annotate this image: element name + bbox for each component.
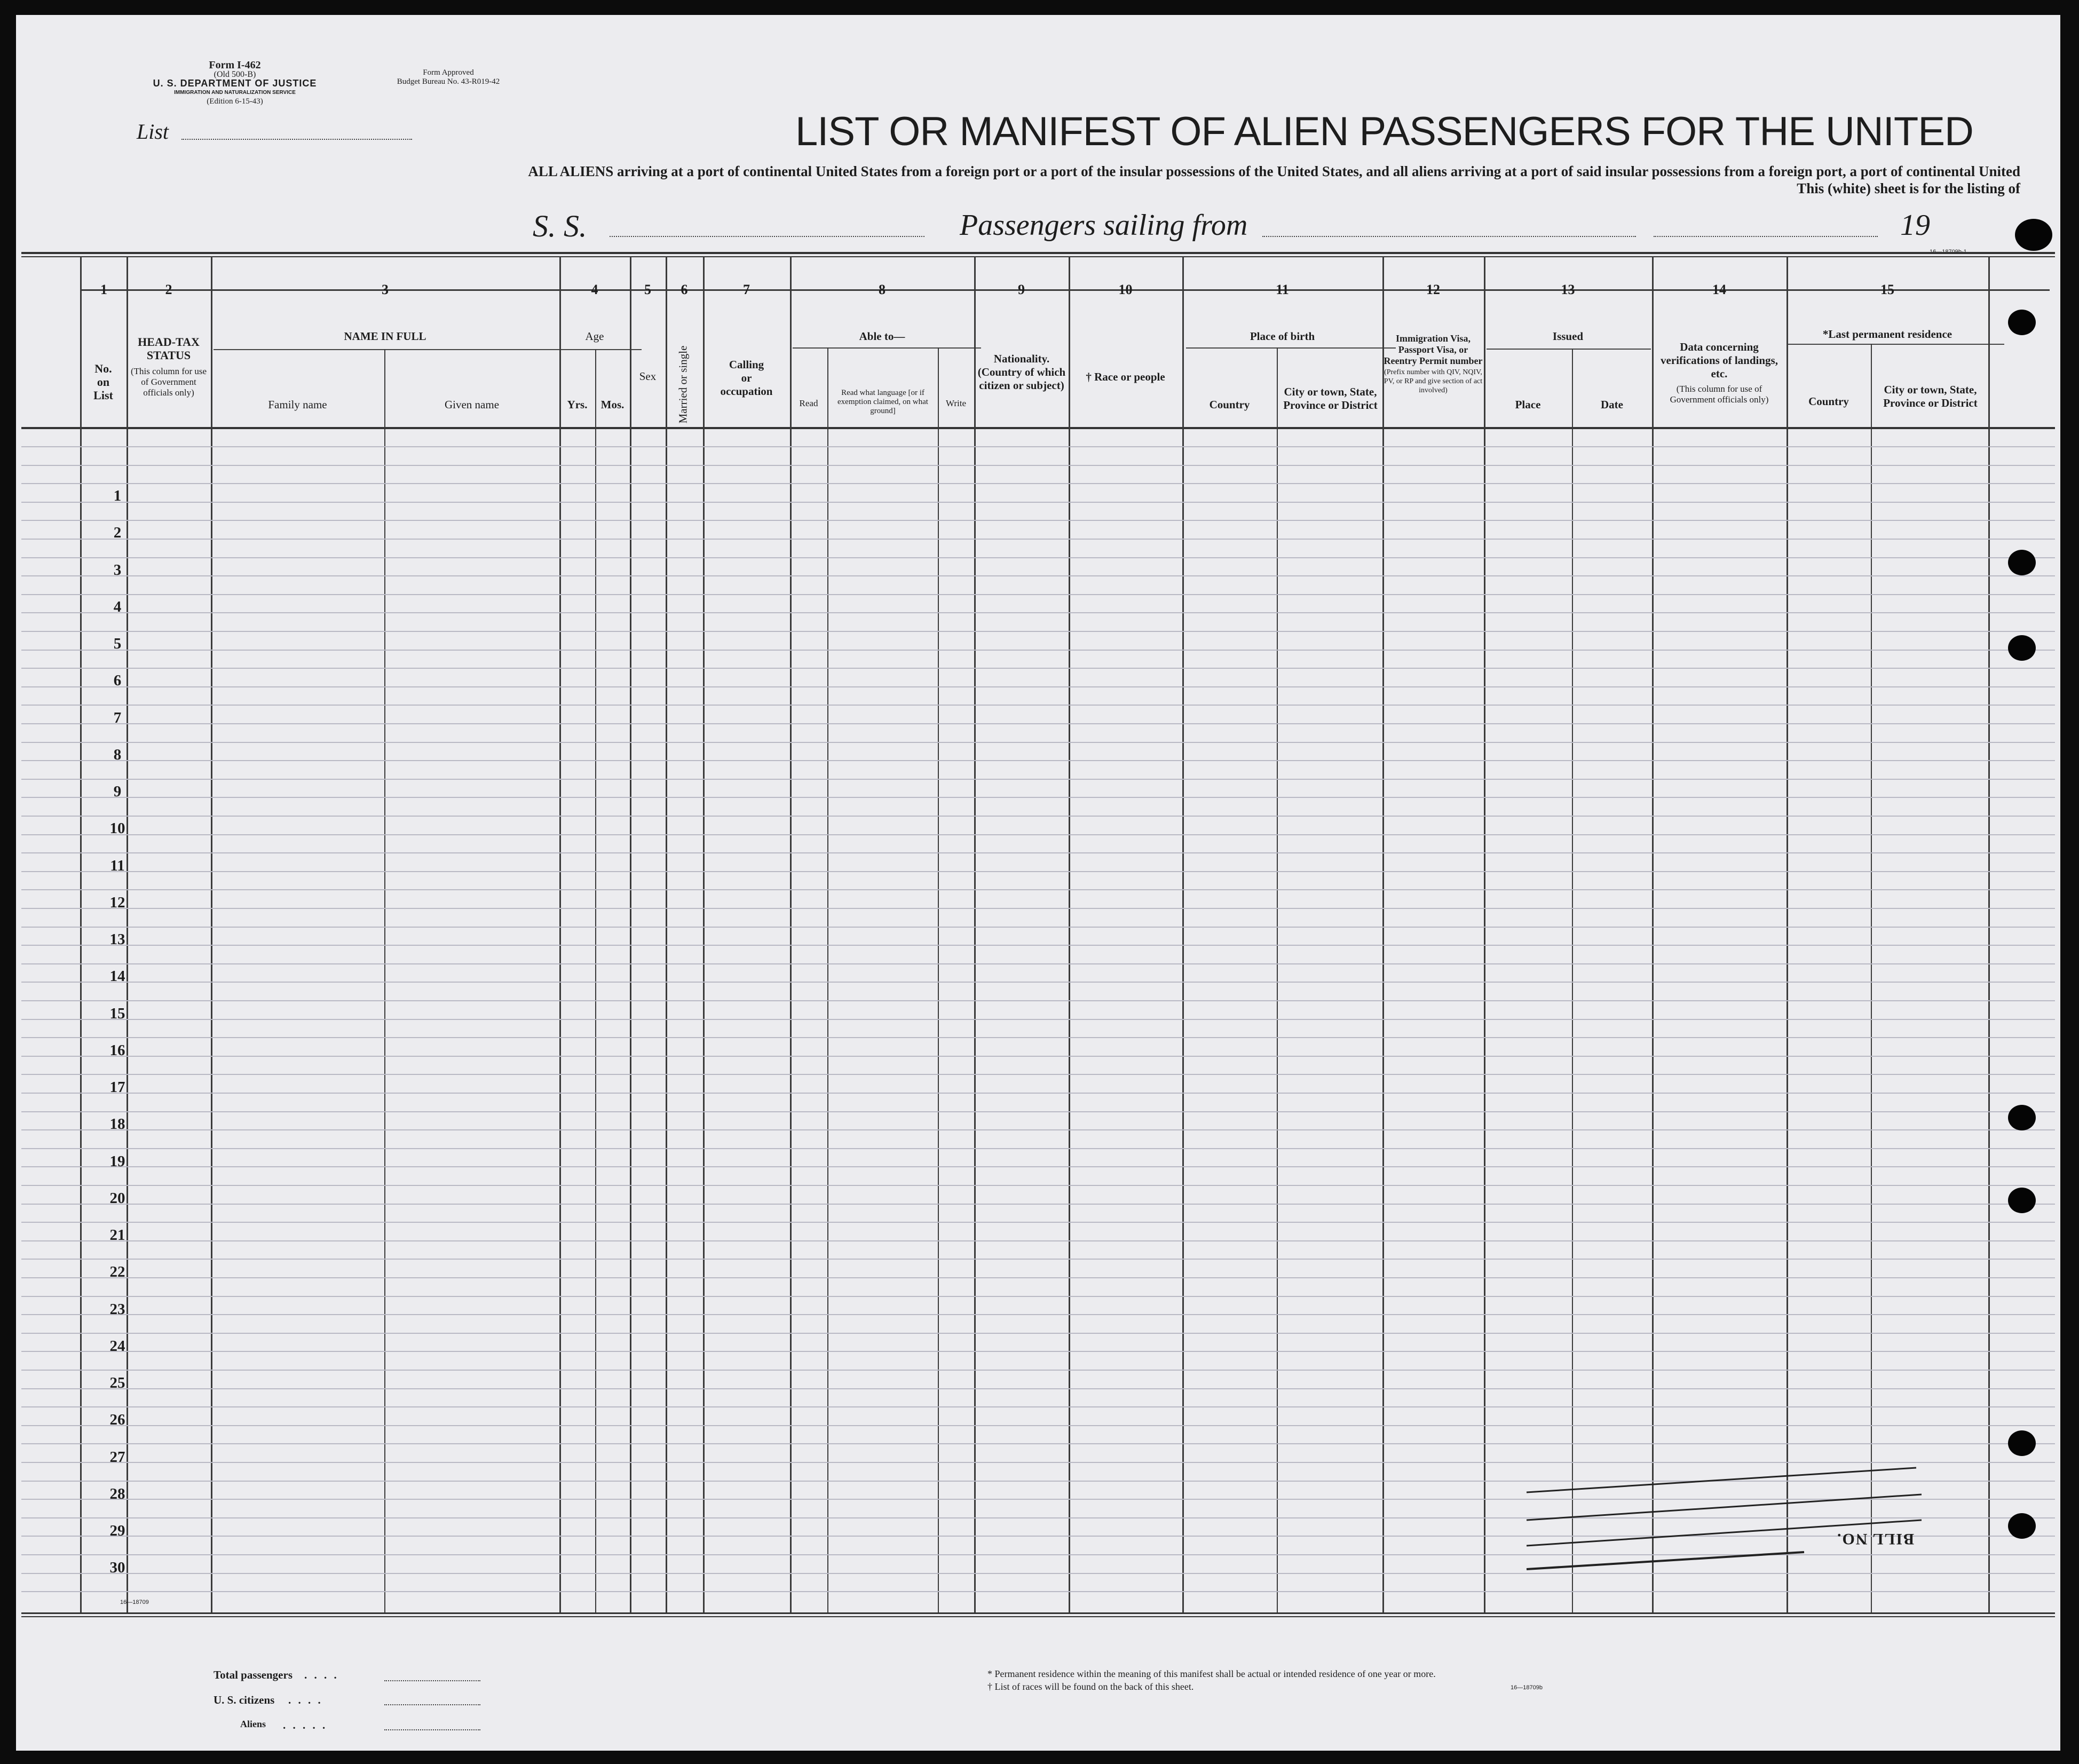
col-rule-10 xyxy=(1069,256,1070,1612)
ss-field[interactable] xyxy=(610,236,924,237)
header-read: Read xyxy=(799,398,818,408)
row-number: 24 xyxy=(109,1337,125,1355)
row-number: 5 xyxy=(113,635,122,652)
table-bottom-rule xyxy=(21,1612,2055,1614)
row-number: 30 xyxy=(109,1559,125,1577)
col-rule-16 xyxy=(1988,256,1990,1612)
row-number: 15 xyxy=(109,1004,125,1022)
row-number: 18 xyxy=(109,1116,125,1133)
ruling-line xyxy=(21,594,2055,595)
header-head-tax xyxy=(128,335,209,398)
row-number: 16 xyxy=(109,1041,125,1059)
ruling-line xyxy=(21,1443,2055,1444)
footer-top-rule xyxy=(21,1616,2055,1617)
row-number: 23 xyxy=(109,1300,125,1318)
instruction-text: ALL ALIENS arriving at a port of continental United States from a foreign port or a port of the insular possessions of the United States, and all aliens arriving at a port of said insular possessions from a foreign port, a port of continental United xyxy=(528,163,2020,179)
sub-rule-lang xyxy=(827,347,828,1612)
header-residence-country: Country xyxy=(1808,395,1849,408)
visa-title: Immigration Visa, Passport Visa, or Reentry Permit number xyxy=(1384,333,1483,366)
ruling-line xyxy=(21,1000,2055,1001)
rule-issued xyxy=(1487,349,1651,350)
calling-line: Calling xyxy=(729,358,764,371)
us-citizens-label: U. S. citizens xyxy=(214,1694,275,1706)
footnote-residence: * Permanent residence within the meaning of this manifest shall be actual or intended residence of one year or more. xyxy=(987,1668,1436,1679)
header-bottom-rule xyxy=(21,427,2055,429)
ruling-line xyxy=(21,705,2055,706)
col-number-15: 15 xyxy=(1880,282,1894,297)
row-number: 9 xyxy=(113,783,122,800)
row-number: 4 xyxy=(113,598,122,615)
department: U. S. DEPARTMENT OF JUSTICE xyxy=(153,78,317,89)
punch-hole xyxy=(2008,1430,2036,1456)
header-given-name: Given name xyxy=(444,398,500,411)
punch-hole xyxy=(2008,1105,2036,1130)
ruling-line xyxy=(21,742,2055,743)
col-rule-3 xyxy=(211,256,212,1612)
rule-residence xyxy=(1788,344,2004,345)
sailing-from-field[interactable] xyxy=(1262,236,1636,237)
us-citizens-field[interactable] xyxy=(384,1704,480,1705)
col-rule-11 xyxy=(1182,256,1184,1612)
row-number: 2 xyxy=(113,524,122,542)
ruling-line xyxy=(21,945,2055,946)
bill-no-stamp: BILL NO. xyxy=(1836,1530,1915,1548)
citizens-dots: . . . . xyxy=(288,1694,323,1706)
col-number-13: 13 xyxy=(1561,282,1575,297)
instruction-text-2: This (white) sheet is for the listing of xyxy=(1797,180,2020,196)
ruling-line xyxy=(21,650,2055,651)
header-last-residence: *Last permanent residence xyxy=(1822,328,1952,341)
ruling-line xyxy=(21,1370,2055,1371)
col-rule-15 xyxy=(1786,256,1788,1612)
row-number: 6 xyxy=(113,672,122,690)
ruling-line xyxy=(21,1129,2055,1130)
form-number: Form I-462 xyxy=(209,59,261,71)
row-number: 3 xyxy=(113,561,122,579)
ruling-line xyxy=(21,539,2055,540)
form-edition: (Edition 6-15-43) xyxy=(207,97,263,106)
row-number: 26 xyxy=(109,1411,125,1429)
col-rule-13 xyxy=(1484,256,1485,1612)
year-label: 19 xyxy=(1900,209,1930,242)
row-number: 27 xyxy=(109,1448,125,1466)
list-label: List xyxy=(137,120,169,144)
col-number-3: 3 xyxy=(382,282,389,297)
row-number: 21 xyxy=(109,1227,125,1244)
row-number: 29 xyxy=(109,1522,125,1539)
header-mos: Mos. xyxy=(600,398,625,411)
row-number: 10 xyxy=(109,820,125,837)
col-number-6: 6 xyxy=(681,282,688,297)
col-rule-4 xyxy=(559,256,561,1612)
ruling-line xyxy=(21,1204,2055,1205)
sailing-date-field[interactable] xyxy=(1654,236,1878,237)
header-list: List xyxy=(93,389,113,402)
header-write: Write xyxy=(945,398,967,408)
total-dots: . . . . xyxy=(304,1668,339,1681)
col-rule-7 xyxy=(703,256,705,1612)
ruling-line xyxy=(21,668,2055,669)
head-tax-title: HEAD-TAX STATUS xyxy=(138,335,200,362)
ruling-line xyxy=(21,1093,2055,1094)
ruling-line xyxy=(21,834,2055,835)
ruling-line xyxy=(21,502,2055,503)
ruling-line xyxy=(21,1259,2055,1260)
rule-able xyxy=(793,347,981,349)
row-number: 28 xyxy=(109,1485,125,1502)
row-number: 8 xyxy=(113,746,122,763)
ruling-line xyxy=(21,1351,2055,1352)
header-no: No. xyxy=(94,362,112,375)
punch-hole xyxy=(2008,310,2036,335)
ruling-line xyxy=(21,927,2055,928)
occupation-line: occupation xyxy=(720,385,773,398)
rule-name xyxy=(214,349,575,350)
ruling-line xyxy=(21,1148,2055,1149)
ruling-line xyxy=(21,1166,2055,1167)
budget-approval xyxy=(358,68,539,86)
header-visa xyxy=(1384,333,1483,395)
total-passengers-label: Total passengers xyxy=(214,1668,293,1681)
header-birth-country: Country xyxy=(1209,398,1250,411)
row-number: 20 xyxy=(109,1189,125,1207)
header-verification xyxy=(1655,341,1784,405)
ruling-line xyxy=(21,908,2055,909)
ruling-line xyxy=(21,1222,2055,1223)
col-rule-9 xyxy=(974,256,976,1612)
punch-hole xyxy=(2015,219,2052,251)
form-info-block xyxy=(123,61,347,106)
ruling-line xyxy=(21,1074,2055,1075)
col-rule-14 xyxy=(1652,256,1654,1612)
row-number: 1 xyxy=(113,487,122,504)
ruling-line xyxy=(21,686,2055,687)
row-number: 11 xyxy=(110,857,125,874)
sub-rule-birth-city xyxy=(1277,347,1278,1612)
ruling-line xyxy=(21,1277,2055,1278)
page-title: LIST OR MANIFEST OF ALIEN PASSENGERS FOR THE UNITED xyxy=(795,109,1973,154)
header-age: Age xyxy=(585,330,604,343)
header-yrs: Yrs. xyxy=(567,398,588,411)
budget-bureau: Budget Bureau No. 43-R019-42 xyxy=(397,77,500,86)
header-no-on-list xyxy=(80,362,127,402)
ruling-line xyxy=(21,446,2055,447)
row-number: 12 xyxy=(109,893,125,911)
header-birth-city: City or town, State, Province or District xyxy=(1283,385,1378,412)
header-read-language: Read what language [or if exemption claimed, on what ground] xyxy=(837,389,928,415)
ruling-line xyxy=(21,1406,2055,1407)
punch-hole xyxy=(2008,550,2036,575)
manifest-sheet xyxy=(16,15,2060,1751)
punch-hole xyxy=(2008,635,2036,661)
col-number-7: 7 xyxy=(743,282,750,297)
ruling-line xyxy=(21,1240,2055,1241)
form-old-number: (Old 500-B) xyxy=(214,70,256,79)
header-race: † Race or people xyxy=(1086,370,1165,383)
total-passengers-field[interactable] xyxy=(384,1680,480,1681)
header-married-single: Married or single xyxy=(676,345,690,424)
col-number-2: 2 xyxy=(165,282,172,297)
col-number-1: 1 xyxy=(100,282,107,297)
aliens-dots: . . . . . xyxy=(283,1719,328,1731)
header-issued-date: Date xyxy=(1601,398,1623,411)
aliens-field[interactable] xyxy=(384,1729,480,1730)
ruling-line xyxy=(21,797,2055,798)
form-code-top: 16—18709b-1 xyxy=(1930,249,1967,255)
header-sex: Sex xyxy=(639,370,657,383)
ruling-line xyxy=(21,760,2055,761)
col-number-4: 4 xyxy=(591,282,598,297)
table-top-rule-2 xyxy=(21,256,2055,257)
ruling-line xyxy=(21,557,2055,558)
punch-hole xyxy=(2008,1513,2036,1539)
ss-label: S. S. xyxy=(533,209,587,243)
rule-birth xyxy=(1186,347,1396,349)
ruling-line xyxy=(21,871,2055,872)
footer-code-left: 16—18709 xyxy=(120,1599,149,1605)
ruling-line xyxy=(21,631,2055,632)
verification-note: (This column for use of Government officials only) xyxy=(1670,384,1769,405)
ruling-line xyxy=(21,575,2055,576)
list-field[interactable] xyxy=(181,139,412,140)
ruling-line xyxy=(21,889,2055,890)
aliens-label: Aliens xyxy=(240,1719,266,1729)
ruling-line xyxy=(21,1111,2055,1112)
punch-hole xyxy=(2008,1188,2036,1213)
header-nationality: Nationality. (Country of which citizen or subject) xyxy=(977,352,1066,392)
row-number: 7 xyxy=(113,709,122,726)
service: IMMIGRATION AND NATURALIZATION SERVICE xyxy=(174,90,296,96)
row-number: 25 xyxy=(109,1374,125,1391)
ruling-line xyxy=(21,852,2055,853)
ruling-line xyxy=(21,1037,2055,1038)
form-approved: Form Approved xyxy=(423,68,474,77)
ruling-line xyxy=(21,779,2055,780)
head-tax-note: (This column for use of Government officials only) xyxy=(130,366,207,398)
col-rule-8 xyxy=(790,256,792,1612)
header-issued-place: Place xyxy=(1515,398,1541,411)
strike-lines xyxy=(1511,1456,1938,1584)
col-number-9: 9 xyxy=(1018,282,1025,297)
col-number-10: 10 xyxy=(1118,282,1133,297)
header-on: on xyxy=(97,375,110,389)
col-number-11: 11 xyxy=(1276,282,1289,297)
header-able-to: Able to— xyxy=(859,330,905,343)
footnote-races: † List of races will be found on the back of this sheet. xyxy=(987,1681,1194,1692)
col-number-5: 5 xyxy=(644,282,651,297)
row-number: 22 xyxy=(109,1263,125,1281)
ruling-line xyxy=(21,612,2055,613)
ruling-line xyxy=(21,1296,2055,1297)
header-place-of-birth: Place of birth xyxy=(1250,330,1315,343)
ruling-line xyxy=(21,1591,2055,1592)
sub-rule-write xyxy=(938,347,939,1612)
table-top-rule xyxy=(21,252,2055,254)
or-line: or xyxy=(741,371,752,384)
verification-title: Data concerning verifications of landings, etc. xyxy=(1661,341,1778,380)
ruling-line xyxy=(21,982,2055,983)
ruling-line xyxy=(21,816,2055,817)
visa-note: (Prefix number with QIV, NQIV, PV, or RP and give section of act involved) xyxy=(1384,368,1483,394)
sailing-label: Passengers sailing from xyxy=(960,209,1248,242)
row-number: 19 xyxy=(109,1152,125,1170)
col-number-8: 8 xyxy=(879,282,886,297)
header-residence-city: City or town, State, Province or District xyxy=(1883,383,1978,409)
header-family-name: Family name xyxy=(268,398,327,411)
header-issued: Issued xyxy=(1552,330,1584,343)
row-number: 13 xyxy=(109,931,125,948)
ruling-line xyxy=(21,1019,2055,1020)
col-rule-12 xyxy=(1382,256,1384,1612)
row-number: 17 xyxy=(109,1079,125,1096)
ruling-line xyxy=(21,723,2055,724)
ruling-line xyxy=(21,520,2055,521)
ruling-line xyxy=(21,465,2055,466)
col-rule-6 xyxy=(666,256,667,1612)
ruling-line xyxy=(21,1314,2055,1315)
col-number-14: 14 xyxy=(1712,282,1726,297)
ruling-line xyxy=(21,483,2055,484)
ruling-line xyxy=(21,1333,2055,1334)
ruling-line xyxy=(21,963,2055,964)
ruling-line xyxy=(21,1185,2055,1186)
header-calling xyxy=(703,358,790,398)
col-number-12: 12 xyxy=(1426,282,1440,297)
footer-code-right: 16—18709b xyxy=(1511,1684,1543,1691)
sub-rule-res-city xyxy=(1871,344,1872,1612)
header-name-in-full: NAME IN FULL xyxy=(344,330,426,343)
row-number: 14 xyxy=(109,968,125,985)
ruling-line xyxy=(21,1425,2055,1426)
ruling-line xyxy=(21,1056,2055,1057)
ruling-line xyxy=(21,1388,2055,1389)
col-rule-5 xyxy=(630,256,631,1612)
